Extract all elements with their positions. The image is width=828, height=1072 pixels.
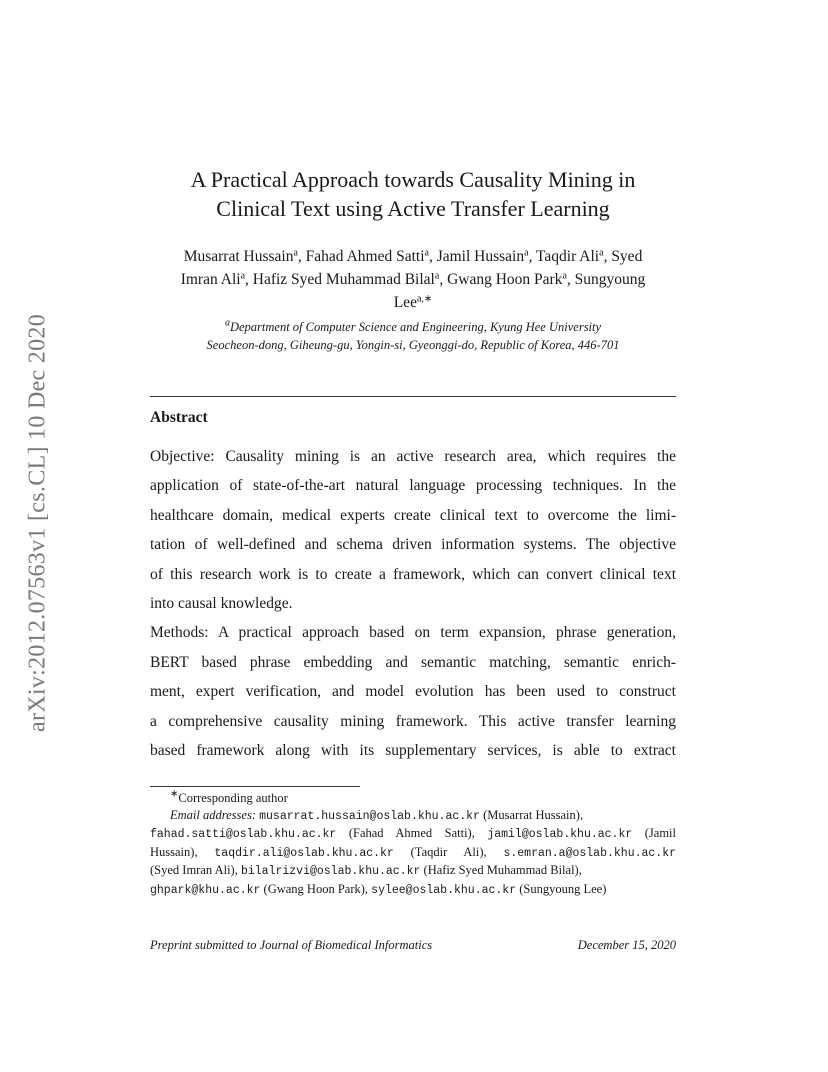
affiliation-line bbox=[150, 318, 676, 336]
email-address[interactable]: s.emran.a@oslab.khu.ac.kr bbox=[503, 846, 676, 860]
author-affil-mark: a bbox=[424, 247, 429, 259]
author-separator: , bbox=[528, 248, 537, 265]
author-affil-mark: a bbox=[599, 247, 604, 259]
email-label: Email addresses: bbox=[170, 807, 256, 822]
author-separator: , bbox=[297, 248, 306, 265]
email-address[interactable]: fahad.satti@oslab.khu.ac.kr bbox=[150, 828, 337, 841]
corresponding-mark: ∗ bbox=[170, 788, 179, 800]
abstract-line: Methods: A practical approach based on term expansion, phrase generation, bbox=[150, 624, 676, 642]
abstract-line: Objective: Causality mining is an active research area, which requires the bbox=[150, 448, 676, 465]
email-address[interactable]: jamil@oslab.khu.ac.kr bbox=[487, 828, 633, 841]
preprint-note: Preprint submitted to Journal of Biomedical Informatics bbox=[150, 938, 433, 952]
author-affil-mark: a bbox=[562, 270, 567, 282]
abstract-line: based framework along with its supplementary services, is able to extract bbox=[150, 741, 676, 759]
author-affil-mark: a bbox=[524, 247, 529, 259]
abstract-heading: Abstract bbox=[150, 409, 208, 426]
email-address[interactable]: sylee@oslab.khu.ac.kr bbox=[371, 883, 517, 897]
email-line bbox=[150, 825, 676, 844]
email-line bbox=[150, 862, 676, 881]
author-name: Lee bbox=[393, 294, 417, 311]
author-separator: , Sungyoung bbox=[566, 271, 646, 288]
abstract-line: tation of well-defined and schema driven information systems. The objective bbox=[150, 536, 676, 554]
preprint-date: December 15, 2020 bbox=[577, 938, 676, 952]
author-name: Imran Ali bbox=[180, 271, 241, 288]
author-line bbox=[150, 245, 676, 268]
email-address[interactable]: musarrat.hussain@oslab.khu.ac.kr bbox=[259, 809, 480, 823]
abstract-line: ment, expert verification, and model evolution has been used to construct bbox=[150, 683, 676, 701]
author-list bbox=[150, 245, 676, 314]
email-address[interactable]: taqdir.ali@oslab.khu.ac.kr bbox=[214, 846, 394, 860]
corresponding-text: Corresponding author bbox=[178, 791, 288, 805]
author-separator: , Syed bbox=[603, 248, 643, 265]
abstract-line: into causal knowledge. bbox=[150, 594, 293, 612]
arxiv-identifier bbox=[24, 286, 52, 760]
email-owner: Hussain), bbox=[150, 844, 215, 859]
email-owner: (Sungyoung Lee) bbox=[516, 881, 607, 896]
email-owner: (Gwang Hoon Park), bbox=[260, 881, 372, 896]
affiliation bbox=[150, 318, 676, 354]
author-separator: , bbox=[428, 248, 437, 265]
author-affil-mark: a bbox=[293, 247, 298, 259]
email-line bbox=[150, 844, 676, 863]
author-name: Musarrat Hussain bbox=[183, 248, 294, 265]
title-line: Clinical Text using Active Transfer Learning bbox=[216, 196, 610, 221]
author-name: Hafiz Syed Muhammad Bilal bbox=[252, 271, 435, 288]
abstract-body bbox=[150, 442, 676, 765]
author-affil-mark: a bbox=[434, 270, 440, 282]
paper-title bbox=[150, 165, 676, 223]
author-affil-mark: a bbox=[240, 270, 246, 282]
page-footer bbox=[150, 938, 676, 953]
abstract-line: BERT based phrase embedding and semantic matching, semantic enrich- bbox=[150, 653, 676, 671]
email-owner: (Fahad Ahmed Satti), bbox=[336, 826, 488, 840]
email-line bbox=[150, 807, 676, 826]
corresponding-author-note bbox=[150, 790, 676, 807]
email-owner: (Hafiz Syed Muhammad Bilal), bbox=[420, 863, 582, 877]
author-line bbox=[150, 268, 676, 291]
author-name: Jamil Hussain bbox=[436, 248, 525, 265]
section-divider bbox=[150, 396, 676, 397]
abstract-line: a comprehensive causality mining framework. This active transfer learning bbox=[150, 712, 676, 730]
footnote bbox=[150, 790, 676, 899]
author-separator: , bbox=[245, 271, 253, 288]
footnote-divider bbox=[150, 786, 360, 787]
arxiv-identifier-text: arXiv:2012.07563v1 [cs.CL] 10 Dec 2020 bbox=[24, 314, 51, 732]
email-owner: (Jamil bbox=[632, 826, 676, 840]
email-owner: (Musarrat Hussain), bbox=[479, 807, 584, 822]
author-line bbox=[150, 291, 676, 314]
email-line bbox=[150, 881, 676, 900]
email-owner: (Syed Imran Ali), bbox=[150, 863, 241, 877]
email-owner: (Taqdir Ali), bbox=[393, 844, 504, 859]
author-name: Taqdir Ali bbox=[536, 248, 600, 265]
author-separator: , bbox=[439, 271, 448, 288]
affiliation-mark: a bbox=[224, 317, 230, 329]
email-address[interactable]: ghpark@khu.ac.kr bbox=[150, 883, 261, 897]
author-name: Gwang Hoon Park bbox=[447, 271, 563, 288]
affiliation-text: Department of Computer Science and Engineering, Kyung Hee University bbox=[229, 320, 602, 334]
abstract-line: healthcare domain, medical experts create clinical text to overcome the limi- bbox=[150, 506, 676, 524]
author-affil-mark: a,∗ bbox=[416, 293, 433, 305]
abstract-line: of this research work is to create a framework, which can convert clinical text bbox=[150, 565, 676, 583]
affiliation-line: Seocheon-dong, Giheung-gu, Yongin-si, Gyeonggi-do, Republic of Korea, 446-701 bbox=[206, 338, 620, 352]
title-line: A Practical Approach towards Causality Mining in bbox=[190, 167, 636, 192]
email-address[interactable]: bilalrizvi@oslab.khu.ac.kr bbox=[240, 865, 421, 878]
abstract-line: application of state-of-the-art natural language processing techniques. In the bbox=[150, 477, 676, 495]
author-name: Fahad Ahmed Satti bbox=[305, 248, 425, 265]
